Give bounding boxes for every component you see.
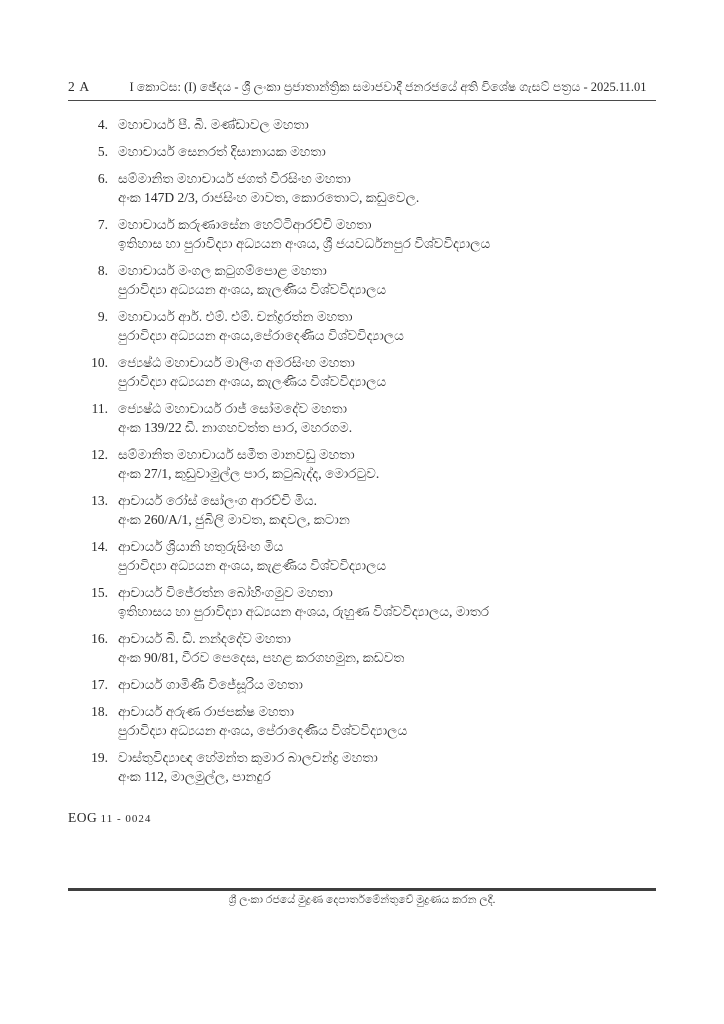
item-name: ජ්‍යෙෂ්ඨ මහාචාර්ය රාජ් සෝමදේව මහතා: [118, 401, 348, 416]
footer-rule: [68, 888, 656, 891]
item-name: වාස්තුවිද්‍යාඥ හේමන්ත කුමාර බාලචන්ද්‍ර මහතා: [118, 750, 378, 765]
item-name: මහාචාර්ය මංගල කටුගම්පොළ මහතා: [118, 263, 327, 278]
list-item: [82, 629, 656, 667]
list-item: [82, 702, 656, 740]
header-title: I කොටස: (I) ඡේදය - ශ්‍රී ලංකා ප්‍රජාතාන්ත්‍රික සමාජවාදී ජනරජයේ අති විශේෂ ගැසට් පත්‍රය - 2025.11.01: [129, 80, 647, 94]
item-name: ආචාර්ය ශ්‍රියානි හතුරුසිංහ මිය: [118, 539, 284, 554]
item-detail: ඉතිහාස හා පුරාවිද්‍යා අධ්‍යයන අංශය, ශ්‍රී ජයවර්ධනපුර විශ්වවිද්‍යාලය: [118, 236, 491, 251]
list-item: [82, 399, 656, 437]
item-body: [118, 307, 404, 345]
item-number: 14.: [91, 539, 108, 554]
item-name: ආචාර්ය විජේරත්න බෝහිංගමුව මහතා: [118, 585, 333, 600]
list-item: [82, 142, 656, 161]
item-body: [118, 491, 350, 529]
item-number: 5.: [97, 144, 108, 159]
item-name: ආචාර්ය බී. ඩී. නන්දදේව මහතා: [118, 631, 291, 646]
item-name: සම්මානිත මහාචාර්ය සමීත මානවඩු මහතා: [118, 447, 355, 462]
item-number: 13.: [91, 493, 108, 508]
item-detail: පුරාවිද්‍යා අධ්‍යයන අංශය, කැළණිය විශ්වවිද්‍යාලය: [118, 558, 387, 573]
item-detail: අංක 90/81, වීරව පෙදෙස, පහළ කරගහමුන, කඩවත: [118, 650, 405, 665]
docref-code: EOG: [68, 810, 98, 825]
item-name: මහාචාර්ය පී. බී. මණ්ඩාවල මහතා: [118, 117, 309, 132]
page-header: [68, 0, 656, 95]
item-name: ආචාර්ය අරුණ රාජපක්ෂ මහතා: [118, 704, 295, 719]
item-number: 6.: [97, 171, 108, 186]
item-number: 8.: [97, 263, 108, 278]
list-item: [82, 261, 656, 299]
item-body: [118, 537, 386, 575]
item-detail: ඉතිහාසය හා පුරාවිද්‍යා අධ්‍යයන අංශය, රුහුණ විශ්වවිද්‍යාලය, මාතර: [118, 604, 489, 619]
item-detail: අංක 147D 2/3, රාජසිංහ මාවත, කොරතොට, කඩුවෙල.: [118, 190, 420, 205]
item-number: 15.: [91, 585, 108, 600]
item-number: 16.: [91, 631, 108, 646]
item-number: 12.: [91, 447, 108, 462]
item-number: 4.: [97, 117, 108, 132]
item-detail: පුරාවිද්‍යා අධ්‍යයන අංශය, කැලණිය විශ්වවිද්‍යාලය: [118, 374, 387, 389]
item-body: [118, 629, 404, 667]
item-number: 17.: [91, 677, 108, 692]
list-item: [82, 583, 656, 621]
list-item: [82, 353, 656, 391]
item-body: [118, 583, 489, 621]
item-body: [118, 169, 419, 207]
page-number: 2 A: [68, 79, 91, 94]
docref-number: 11 - 0024: [100, 813, 152, 825]
item-body: [118, 115, 309, 134]
item-number: 9.: [97, 309, 108, 324]
item-number: 7.: [97, 217, 108, 232]
item-number: 10.: [91, 355, 108, 370]
document-reference: [68, 810, 656, 826]
item-body: [118, 702, 407, 740]
item-body: [118, 261, 386, 299]
item-detail: අංක 139/22 ඩී. නාගහවත්ත පාර, මහරගම.: [118, 420, 353, 435]
item-name: මහාචාර්ය ආර්. එම්. එම්. චන්ද්‍රරත්න මහතා: [118, 309, 353, 324]
item-number: 19.: [91, 750, 108, 765]
item-detail: අංක 260/A/1, ජුබිලි මාවත, කඳවල, කටාන: [118, 512, 350, 527]
list-item: [82, 169, 656, 207]
item-body: [118, 353, 386, 391]
list-item: [82, 215, 656, 253]
item-number: 18.: [91, 704, 108, 719]
item-detail: පුරාවිද්‍යා අධ්‍යයන අංශය, කැලණිය විශ්වවිද්‍යාලය: [118, 282, 387, 297]
list-item: [82, 537, 656, 575]
recipients-list: [68, 115, 656, 786]
list-item: [82, 748, 656, 786]
imprint-text: ශ්‍රී ලංකා රජයේ මුද්‍රණ දෙපාර්තමේන්තුවේ මුද්‍රණය කරන ලදී.: [228, 894, 496, 906]
list-item: [82, 115, 656, 134]
item-body: [118, 215, 490, 253]
item-body: [118, 399, 352, 437]
item-detail: අංක 112, මාලමුල්ල, පානදුර: [118, 769, 271, 784]
header-rule: [68, 100, 656, 101]
list-item: [82, 491, 656, 529]
list-item: [82, 675, 656, 694]
item-name: ආචාර්ය ගාමිණී විජේසූරිය මහතා: [118, 677, 303, 692]
item-detail: අංක 27/1, කුඩුවාමුල්ල පාර, කටුබැද්ද, මොරටුව.: [118, 466, 380, 481]
item-body: [118, 142, 326, 161]
item-body: [118, 748, 378, 786]
item-detail: පුරාවිද්‍යා අධ්‍යයන අංශය, පේරාදෙණිය විශ්වවිද්‍යාලය: [118, 723, 408, 738]
item-name: මහාචාර්ය සෙනරත් දිසානායක මහතා: [118, 144, 326, 159]
item-number: 11.: [91, 401, 108, 416]
list-item: [82, 307, 656, 345]
item-detail: පුරාවිද්‍යා අධ්‍යයන අංශය,පේරාදෙණිය විශ්වවිද්‍යාලය: [118, 328, 404, 343]
page-content: [68, 0, 656, 826]
item-name: ජ්‍යෙෂ්ඨ මහාචාර්ය මාලිංග අමරසිංහ මහතා: [118, 355, 355, 370]
item-name: සම්මානිත මහාචාර්ය ජගත් වීරසිංහ මහතා: [118, 171, 351, 186]
item-body: [118, 445, 379, 483]
list-item: [82, 445, 656, 483]
item-name: ආචාර්ය රෝස් සෝලංග ආරච්චි මිය.: [118, 493, 317, 508]
item-name: මහාචාර්ය කරුණාසේන හෙට්ටිආරච්චි මහතා: [118, 217, 372, 232]
item-body: [118, 675, 303, 694]
